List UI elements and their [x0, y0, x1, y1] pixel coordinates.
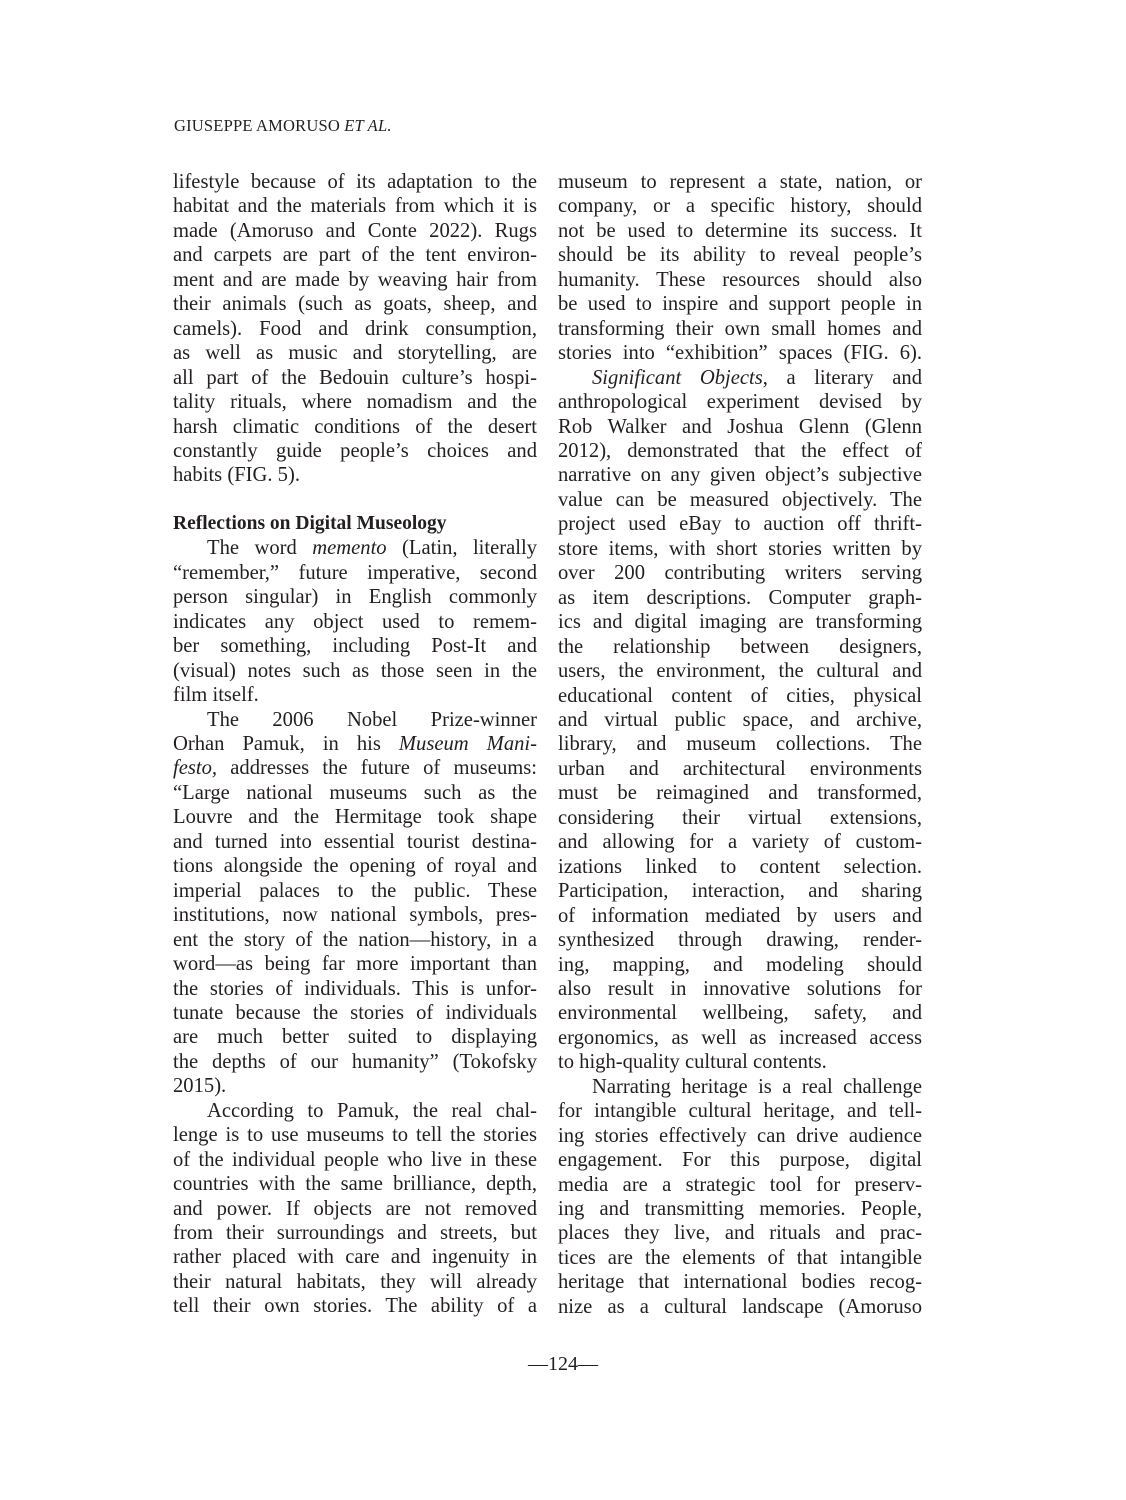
- right-paragraph-3: [558, 1075, 922, 1320]
- paragraph-line: places they live, and rituals and prac-: [558, 1222, 922, 1245]
- paragraph-line: word—as being far more important than: [173, 953, 537, 976]
- paragraph-line: narrative on any given object’s subjective: [558, 464, 922, 487]
- paragraph-line: Participation, interaction, and sharing: [558, 880, 922, 903]
- paragraph-line: transforming their own small homes and: [558, 317, 922, 340]
- paragraph-line: lenge is to use museums to tell the stories: [173, 1124, 537, 1147]
- paragraph-line: as well as music and storytelling, are: [173, 342, 537, 365]
- paragraph-line: for intangible cultural heritage, and tell-: [558, 1100, 922, 1123]
- paragraph-line: 2012), demonstrated that the effect of: [558, 439, 922, 462]
- paragraph-line: engagement. For this purpose, digital: [558, 1149, 922, 1172]
- running-head-author: GIUSEPPE AMORUSO: [174, 116, 345, 135]
- paragraph-line: heritage that international bodies recog-: [558, 1271, 922, 1294]
- paragraph-line: synthesized through drawing, render-: [558, 929, 922, 952]
- left-column: [173, 170, 537, 1319]
- right-paragraph-2: [558, 366, 922, 1075]
- paragraph-line: must be reimagined and transformed,: [558, 782, 922, 805]
- running-head: [174, 116, 392, 136]
- paragraph-line: indicates any object used to remem-: [173, 610, 537, 633]
- paragraph-line: value can be measured objectively. The: [558, 488, 922, 511]
- paragraph-line: tunate because the stories of individuals: [173, 1001, 537, 1024]
- section-heading: Reflections on Digital Museology: [173, 512, 447, 534]
- paragraph-line: anthropological experiment devised by: [558, 391, 922, 414]
- paragraph-line: tality rituals, where nomadism and the: [173, 391, 537, 414]
- left-paragraph-3: [173, 708, 537, 1099]
- paragraph-line: countries with the same brilliance, depth,: [173, 1173, 537, 1196]
- paragraph-line: Orhan Pamuk, in his Museum Mani-: [173, 732, 537, 755]
- paragraph-line: environmental wellbeing, safety, and: [558, 1002, 922, 1025]
- paragraph-line: habitat and the materials from which it is: [173, 195, 537, 218]
- paragraph-line: lifestyle because of its adaptation to the: [173, 171, 537, 193]
- right-paragraph-1: [558, 170, 922, 366]
- paragraph-line: project used eBay to auction off thrift-: [558, 513, 922, 536]
- paragraph-line: over 200 contributing writers serving: [558, 562, 922, 585]
- paragraph-line: educational content of cities, physical: [558, 684, 922, 707]
- paragraph-line: urban and architectural environments: [558, 757, 922, 780]
- paragraph-line: and turned into essential tourist destina-: [173, 830, 537, 853]
- paragraph-line: to high-quality cultural contents.: [558, 1051, 827, 1074]
- paragraph-line: The word memento (Latin, literally: [207, 537, 538, 560]
- paragraph-line: Rob Walker and Joshua Glenn (Glenn: [558, 415, 922, 438]
- paragraph-line: from their surroundings and streets, but: [173, 1222, 537, 1245]
- paragraph-line: ent the story of the nation—history, in a: [173, 928, 537, 951]
- paragraph-line: are much better suited to displaying: [173, 1026, 537, 1049]
- paragraph-line: users, the environment, the cultural and: [558, 660, 922, 683]
- paragraph-line: tell their own stories. The ability of a: [173, 1295, 537, 1318]
- paragraph-line: habits (FIG. 5).: [173, 464, 300, 487]
- paragraph-line: tices are the elements of that intangible: [558, 1246, 922, 1269]
- paragraph-line: of information mediated by users and: [558, 904, 922, 927]
- paragraph-line: (visual) notes such as those seen in the: [173, 659, 537, 682]
- paragraph-line: and carpets are part of the tent environ-: [173, 244, 537, 267]
- paragraph-line: imperial palaces to the public. These: [173, 879, 537, 902]
- paragraph-line: ber something, including Post-It and: [173, 635, 537, 658]
- paragraph-line: “Large national museums such as the: [173, 781, 537, 804]
- paragraph-line: the depths of our humanity” (Tokofsky: [173, 1050, 537, 1073]
- paragraph-line: nize as a cultural landscape (Amoruso: [558, 1295, 922, 1318]
- paragraph-line: as item descriptions. Computer graph-: [558, 586, 922, 609]
- paragraph-line: and power. If objects are not removed: [173, 1197, 537, 1220]
- paragraph-line: should be its ability to reveal people’s: [558, 244, 922, 267]
- paragraph-line: Significant Objects, a literary and: [592, 366, 922, 389]
- paragraph-line: ing and transmitting memories. People,: [558, 1198, 922, 1221]
- paragraph-line: company, or a specific history, should: [558, 195, 922, 218]
- paragraph-line: Louvre and the Hermitage took shape: [173, 806, 537, 829]
- paragraph-line: not be used to determine its success. It: [558, 219, 922, 242]
- left-paragraph-1: [173, 170, 537, 488]
- paragraph-line: ing stories effectively can drive audience: [558, 1124, 922, 1147]
- paragraph-line: and allowing for a variety of custom-: [558, 831, 922, 854]
- paragraph-line: their animals (such as goats, sheep, and: [173, 293, 537, 316]
- paragraph-line: be used to inspire and support people in: [558, 293, 922, 316]
- paragraph-line: 2015).: [173, 1075, 227, 1098]
- page-number: —124—: [528, 1353, 598, 1375]
- paragraph-line: harsh climatic conditions of the desert: [173, 415, 537, 438]
- paragraph-line: also result in innovative solutions for: [558, 977, 922, 1000]
- paragraph-line: stories into “exhibition” spaces (FIG. 6).: [558, 342, 922, 365]
- paragraph-line: festo, addresses the future of museums:: [173, 757, 537, 780]
- paragraph-line: humanity. These resources should also: [558, 268, 922, 291]
- paragraph-line: camels). Food and drink consumption,: [173, 317, 537, 340]
- paragraph-line: “remember,” future imperative, second: [173, 561, 537, 584]
- paragraph-line: and virtual public space, and archive,: [558, 708, 922, 731]
- paragraph-line: ment and are made by weaving hair from: [173, 268, 537, 291]
- paragraph-line: institutions, now national symbols, pres-: [173, 904, 537, 927]
- paragraph-line: izations linked to content selection.: [558, 855, 922, 878]
- paragraph-line: person singular) in English commonly: [173, 586, 537, 609]
- paragraph-line: According to Pamuk, the real chal-: [207, 1099, 537, 1122]
- paragraph-line: film itself.: [173, 684, 259, 707]
- paragraph-line: tions alongside the opening of royal and: [173, 855, 537, 878]
- paragraph-line: store items, with short stories written by: [558, 537, 922, 560]
- paragraph-line: all part of the Bedouin culture’s hospi-: [173, 366, 537, 389]
- paragraph-line: museum to represent a state, nation, or: [558, 171, 922, 193]
- paragraph-line: The 2006 Nobel Prize-winner: [207, 708, 537, 731]
- paragraph-line: the stories of individuals. This is unfor-: [173, 977, 537, 1000]
- paragraph-line: rather placed with care and ingenuity in: [173, 1246, 537, 1269]
- paragraph-line: ergonomics, as well as increased access: [558, 1026, 922, 1049]
- paragraph-line: media are a strategic tool for preserv-: [558, 1173, 922, 1196]
- paragraph-line: of the individual people who live in these: [173, 1148, 537, 1171]
- paragraph-line: Narrating heritage is a real challenge: [592, 1075, 922, 1098]
- running-head-etal: ET AL.: [344, 116, 392, 135]
- left-paragraph-4: [173, 1099, 537, 1319]
- right-column: [558, 170, 922, 1319]
- paragraph-line: library, and museum collections. The: [558, 733, 922, 756]
- paragraph-line: ing, mapping, and modeling should: [558, 953, 922, 976]
- paragraph-line: considering their virtual extensions,: [558, 806, 922, 829]
- left-paragraph-2: [173, 536, 537, 707]
- paragraph-line: the relationship between designers,: [558, 635, 922, 658]
- paragraph-line: constantly guide people’s choices and: [173, 439, 537, 462]
- paragraph-line: their natural habitats, they will already: [173, 1270, 537, 1293]
- paragraph-line: ics and digital imaging are transforming: [558, 611, 922, 634]
- paragraph-line: made (Amoruso and Conte 2022). Rugs: [173, 219, 537, 242]
